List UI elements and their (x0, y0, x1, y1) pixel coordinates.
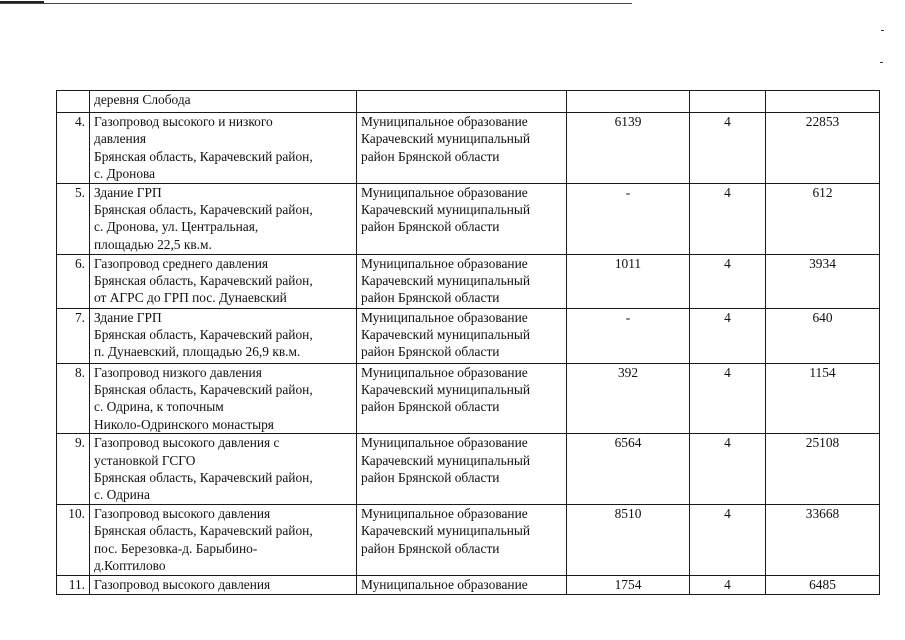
area-value: - (567, 183, 690, 254)
object-text-line: Газопровод среднего давления (94, 255, 269, 271)
object-description (90, 575, 357, 594)
row-number: 6. (57, 254, 90, 308)
column-6-value: 612 (766, 183, 880, 254)
object-description (90, 91, 357, 113)
column-5-value: 4 (690, 363, 766, 434)
object-text-line: Газопровод высокого давления с (94, 435, 280, 451)
column-6-value: 33668 (766, 504, 880, 575)
column-6-value: 3934 (766, 254, 880, 308)
owner-text-line: Карачевский муниципальный (361, 523, 531, 539)
owner-text-line: Карачевский муниципальный (361, 131, 531, 147)
owner-text-line: район Брянской области (361, 540, 500, 556)
object-text-line: деревня Слобода (94, 92, 191, 107)
top-rule (0, 3, 632, 4)
column-6-value (766, 91, 880, 113)
area-value (567, 91, 690, 113)
table-row (57, 91, 880, 113)
column-5-value: 4 (690, 434, 766, 505)
owner (357, 183, 567, 254)
owner (357, 113, 567, 184)
owner-text-line: Муниципальное образование (361, 435, 528, 451)
owner-text-line: район Брянской области (361, 290, 500, 306)
object-text-line: Брянская область, Карачевский район, (94, 327, 313, 343)
column-5-value: 4 (690, 504, 766, 575)
row-number: 9. (57, 434, 90, 505)
owner-text-line: Муниципальное образование (361, 505, 528, 521)
area-value: 1754 (567, 575, 690, 594)
area-value: 6139 (567, 113, 690, 184)
owner-text-line: район Брянской области (361, 148, 500, 164)
object-description (90, 254, 357, 308)
owner-text-line: Муниципальное образование (361, 184, 528, 200)
object-text-line: площадью 22,5 кв.м. (94, 236, 212, 252)
column-5-value: 4 (690, 254, 766, 308)
object-text-line: Николо-Одринского монастыря (94, 416, 274, 432)
object-text-line: Брянская область, Карачевский район, (94, 470, 313, 486)
row-number: 11. (57, 575, 90, 594)
owner-text-line: Муниципальное образование (361, 114, 528, 129)
owner-text-line: Карачевский муниципальный (361, 273, 531, 289)
object-text-line: Газопровод высокого давления (94, 505, 271, 521)
area-value: 8510 (567, 504, 690, 575)
owner-text-line: район Брянской области (361, 344, 500, 360)
table-row (57, 183, 880, 254)
owner-text-line: Карачевский муниципальный (361, 202, 531, 218)
object-description (90, 183, 357, 254)
owner (357, 308, 567, 363)
table-body (57, 91, 880, 595)
property-table (56, 90, 880, 595)
object-text-line: Здание ГРП (94, 309, 162, 325)
object-description (90, 363, 357, 434)
object-text-line: Здание ГРП (94, 184, 162, 200)
owner (357, 91, 567, 113)
object-text-line: Газопровод низкого давления (94, 364, 262, 380)
owner-text-line: Карачевский муниципальный (361, 327, 531, 343)
object-text-line: от АГРС до ГРП пос. Дунаевский (94, 290, 287, 306)
object-text-line: Брянская область, Карачевский район, (94, 382, 313, 398)
owner-text-line: Муниципальное образование (361, 309, 528, 325)
column-6-value: 25108 (766, 434, 880, 505)
object-text-line: с. Одрина (94, 487, 150, 503)
area-value: 392 (567, 363, 690, 434)
table-row (57, 308, 880, 363)
object-text-line: Брянская область, Карачевский район, (94, 148, 313, 164)
object-description (90, 434, 357, 505)
table-row (57, 254, 880, 308)
owner (357, 504, 567, 575)
column-5-value: 4 (690, 575, 766, 594)
table-row (57, 575, 880, 594)
object-description (90, 504, 357, 575)
owner-text-line: Карачевский муниципальный (361, 452, 531, 468)
row-number: 7. (57, 308, 90, 363)
row-number: 8. (57, 363, 90, 434)
owner (357, 363, 567, 434)
column-6-value: 1154 (766, 363, 880, 434)
owner-text-line: район Брянской области (361, 399, 500, 415)
column-5-value: 4 (690, 113, 766, 184)
object-description (90, 308, 357, 363)
column-6-value: 6485 (766, 575, 880, 594)
object-text-line: Брянская область, Карачевский район, (94, 273, 313, 289)
object-text-line: с. Дронова (94, 166, 156, 182)
object-text-line: Газопровод высокого давления (94, 576, 271, 592)
row-number (57, 91, 90, 113)
object-text-line: Брянская область, Карачевский район, (94, 523, 313, 539)
owner-text-line: Муниципальное образование (361, 255, 528, 271)
object-text-line: с. Дронова, ул. Центральная, (94, 219, 259, 235)
owner-text-line: район Брянской области (361, 470, 500, 486)
area-value: 1011 (567, 254, 690, 308)
object-description (90, 113, 357, 184)
scan-speck (880, 62, 883, 63)
table-row (57, 504, 880, 575)
area-value: - (567, 308, 690, 363)
object-text-line: Газопровод высокого и низкого (94, 114, 273, 129)
owner-text-line: Карачевский муниципальный (361, 382, 531, 398)
scan-speck (881, 30, 884, 31)
owner (357, 575, 567, 594)
row-number: 10. (57, 504, 90, 575)
column-5-value (690, 91, 766, 113)
table-row (57, 363, 880, 434)
table-row (57, 113, 880, 184)
owner-text-line: Муниципальное образование (361, 576, 528, 592)
owner (357, 434, 567, 505)
object-text-line: установкой ГСГО (94, 452, 196, 468)
column-6-value: 640 (766, 308, 880, 363)
row-number: 5. (57, 183, 90, 254)
object-text-line: с. Одрина, к топочным (94, 399, 224, 415)
area-value: 6564 (567, 434, 690, 505)
table-row (57, 434, 880, 505)
column-5-value: 4 (690, 183, 766, 254)
column-5-value: 4 (690, 308, 766, 363)
object-text-line: д.Коптилово (94, 558, 166, 574)
object-text-line: Брянская область, Карачевский район, (94, 202, 313, 218)
owner (357, 254, 567, 308)
column-6-value: 22853 (766, 113, 880, 184)
object-text-line: пос. Березовка-д. Барыбино- (94, 540, 258, 556)
object-text-line: давления (94, 131, 147, 147)
row-number: 4. (57, 113, 90, 184)
owner-text-line: Муниципальное образование (361, 364, 528, 380)
object-text-line: п. Дунаевский, площадью 26,9 кв.м. (94, 344, 301, 360)
owner-text-line: район Брянской области (361, 219, 500, 235)
